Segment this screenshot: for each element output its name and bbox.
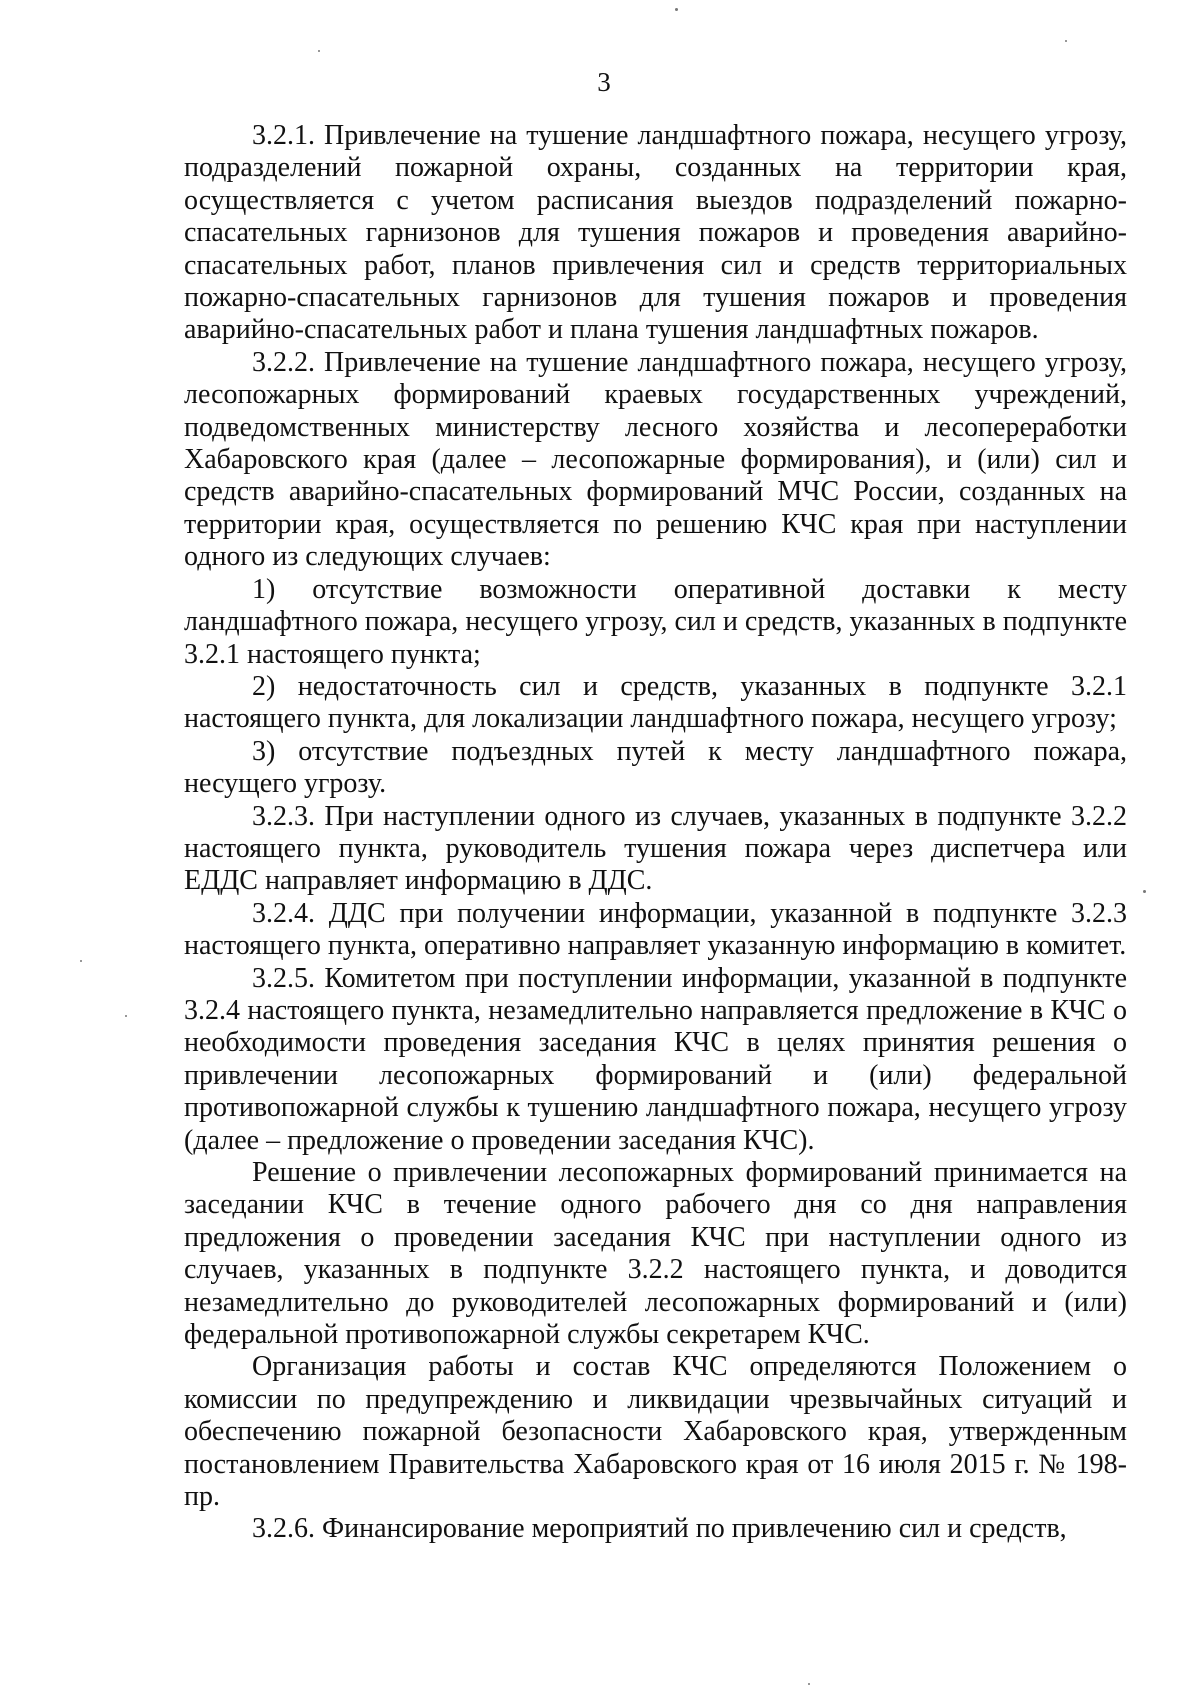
paragraph-3-2-4: 3.2.4. ДДС при получении информации, указанной в подпункте 3.2.3 настоящего пункта, оперативно направляет указанную информацию в комитет. [184, 897, 1127, 962]
scan-speck [1065, 40, 1067, 42]
scan-speck [808, 1683, 810, 1685]
paragraph-organization: Организация работы и состав КЧС определяются Положением о комиссии по предупреждению и ликвидации чрезвычайных ситуаций и обеспечению пожарной безопасности Хабаровского края, утвержденным постановлением Правительства Хабаровского края от 16 июля 2015 г. № 198-пр. [184, 1351, 1127, 1513]
paragraph-3-2-2: 3.2.2. Привлечение на тушение ландшафтного пожара, несущего угрозу, лесопожарных формирований краевых государственных учреждений, подведомственных министерству лесного хозяйства и лесопереработки Хабаровского края (далее – лесопожарные формирования), и (или) сил и средств аварийно-спасательных формирований МЧС России, созданных на территории края, осуществляется по решению КЧС края при наступлении одного из следующих случаев: [184, 346, 1127, 573]
paragraph-3-2-6: 3.2.6. Финансирование мероприятий по привлечению сил и средств, [252, 1513, 1067, 1545]
document-body [184, 120, 1127, 1546]
paragraph-3-2-3: 3.2.3. При наступлении одного из случаев, указанных в подпункте 3.2.2 настоящего пункта, руководитель тушения пожара через диспетчера или ЕДДС направляет информацию в ДДС. [184, 800, 1127, 897]
paragraph-3-2-5: 3.2.5. Комитетом при поступлении информации, указанной в подпункте 3.2.4 настоящего пункта, незамедлительно направляется предложение в КЧС о необходимости проведения заседания КЧС в целях принятия решения о привлечении лесопожарных формирований и (или) федеральной противопожарной службы к тушению ландшафтного пожара, несущего угрозу (далее – предложение о проведении заседания КЧС). [184, 962, 1127, 1156]
list-item-1: 1) отсутствие возможности оперативной доставки к месту ландшафтного пожара, несущего угрозу, сил и средств, указанных в подпункте 3.2.1 настоящего пункта; [184, 573, 1127, 670]
scan-speck [675, 8, 678, 11]
paragraph-3-2-1: 3.2.1. Привлечение на тушение ландшафтного пожара, несущего угрозу, подразделений пожарной охраны, созданных на территории края, осуществляется с учетом расписания выездов подразделений пожарно-спасательных гарнизонов для тушения пожаров и проведения аварийно-спасательных работ, планов привлечения сил и средств территориальных пожарно-спасательных гарнизонов для тушения пожаров и проведения аварийно-спасательных работ и плана тушения ландшафтных пожаров. [184, 120, 1127, 346]
page-number: 3 [597, 67, 611, 97]
list-item-3: 3) отсутствие подъездных путей к месту ландшафтного пожара, несущего угрозу. [184, 735, 1127, 800]
list-item-2: 2) недостаточность сил и средств, указанных в подпункте 3.2.1 настоящего пункта, для локализации ландшафтного пожара, несущего угрозу; [184, 670, 1127, 735]
scan-speck [318, 50, 320, 52]
scan-speck [125, 1015, 127, 1017]
scan-speck [1143, 890, 1146, 893]
scan-speck [80, 960, 82, 962]
paragraph-decision: Решение о привлечении лесопожарных формирований принимается на заседании КЧС в течение одного рабочего дня со дня направления предложения о проведении заседания КЧС при наступлении одного из случаев, указанных в подпункте 3.2.2 настоящего пункта, и доводится незамедлительно до руководителей лесопожарных формирований и (или) федеральной противопожарной службы секретарем КЧС. [184, 1157, 1127, 1351]
